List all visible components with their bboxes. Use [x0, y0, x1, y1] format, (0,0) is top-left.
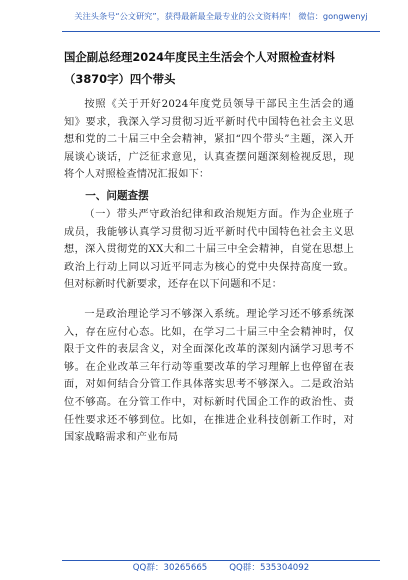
header-banner: [62, 8, 380, 32]
problem-paragraph: 一是政治理论学习不够深入系统。理论学习还不够系统深入，存在应付心态。比如，在学习二十届三中全会精神时，仅限于文件的表层含义，对全面深化改革的深刻内涵学习思考不够。在企业改革三年行动等重要改革的学习理解上也停留在表面，对如何结合分管工作具体落实思考不够深入。二是政治站位不够高。在分管工作中，对标新时代国企工作的政治性、责任性要求还不够到位。比如，在推进企业科技创新工作时，对国家战略需求和产业布局: [64, 308, 354, 444]
footer-qq-group-2: QQ群：535304092: [229, 563, 310, 573]
subsection-political-discipline: （一）带头严守政治纪律和政治规矩方面。作为企业班子成员，我能够认真学习贯彻习近平新时代中国特色社会主义思想，深入贯彻党的XX大和二十届三中全会精神，自觉在思想上政治上行动上同以习近平同志为核心的党中央保持高度一致。但对标新时代新要求，还存在以下问题和不足：: [64, 208, 354, 291]
document-title: [64, 46, 354, 90]
footer-qq-group-1: QQ群：30265665: [132, 563, 208, 573]
paragraph-gap: [64, 294, 354, 306]
section-heading-problems: 一、问题查摆: [85, 189, 149, 202]
document-title-line1: 国企副总经理2024年度民主生活会个人对照检查材料: [64, 50, 335, 64]
footer-bar: [62, 560, 380, 576]
header-banner-text: 关注头条号“公文研究”，获得最新最全最专业的公文资料库！ 微信：gongwenyj: [74, 11, 368, 21]
document-title-line2: （3870字）四个带头: [64, 72, 176, 86]
intro-paragraph: 按照《关于开好2024年度党员领导干部民主生活会的通知》要求，我深入学习贯彻习近平新时代中国特色社会主义思想和党的二十届三中全会精神，紧扣“四个带头”主题，深入开展谈心谈话，广泛征求意见，认真查摆问题深刻检视反思，现将个人对照检查情况汇报如下：: [64, 99, 354, 181]
document-body: [64, 46, 354, 447]
